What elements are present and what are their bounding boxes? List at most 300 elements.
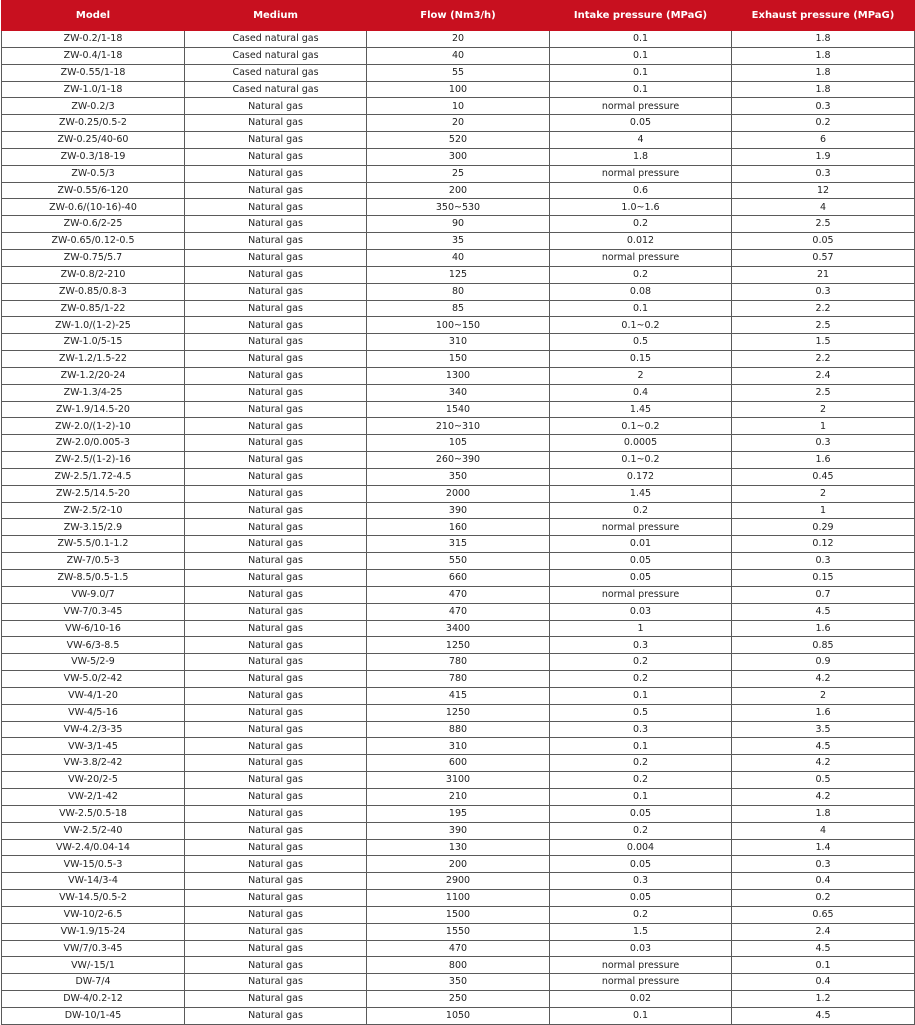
cell-exhaust-pressure: 1.2 (732, 991, 915, 1008)
cell-model: VW-9.0/7 (2, 586, 185, 603)
cell-exhaust-pressure: 21 (732, 266, 915, 283)
cell-flow: 55 (367, 64, 550, 81)
cell-medium: Natural gas (185, 233, 367, 250)
cell-flow: 660 (367, 570, 550, 587)
table-row (2, 64, 915, 81)
cell-intake-pressure: 0.1 (550, 738, 732, 755)
cell-intake-pressure: 0.1 (550, 81, 732, 98)
table-row (2, 788, 915, 805)
cell-flow: 40 (367, 249, 550, 266)
cell-model: VW-20/2-5 (2, 772, 185, 789)
cell-exhaust-pressure: 1.8 (732, 64, 915, 81)
cell-intake-pressure: 0.05 (550, 570, 732, 587)
cell-model: ZW-0.25/0.5-2 (2, 115, 185, 132)
cell-medium: Natural gas (185, 755, 367, 772)
cell-intake-pressure: 0.5 (550, 704, 732, 721)
cell-flow: 340 (367, 384, 550, 401)
cell-exhaust-pressure: 2.2 (732, 351, 915, 368)
table-row (2, 553, 915, 570)
cell-intake-pressure: 0.02 (550, 991, 732, 1008)
cell-intake-pressure: normal pressure (550, 519, 732, 536)
cell-medium: Natural gas (185, 772, 367, 789)
cell-medium: Natural gas (185, 873, 367, 890)
cell-intake-pressure: normal pressure (550, 249, 732, 266)
cell-intake-pressure: 0.004 (550, 839, 732, 856)
cell-model: ZW-2.5/14.5-20 (2, 485, 185, 502)
table-row (2, 755, 915, 772)
cell-flow: 10 (367, 98, 550, 115)
cell-medium: Natural gas (185, 266, 367, 283)
cell-intake-pressure: 0.01 (550, 536, 732, 553)
cell-flow: 390 (367, 822, 550, 839)
cell-intake-pressure: 1.45 (550, 485, 732, 502)
cell-model: ZW-1.2/20-24 (2, 367, 185, 384)
cell-model: VW-5.0/2-42 (2, 671, 185, 688)
cell-flow: 20 (367, 115, 550, 132)
cell-flow: 350 (367, 974, 550, 991)
cell-exhaust-pressure: 0.1 (732, 957, 915, 974)
table-row (2, 182, 915, 199)
cell-intake-pressure: 0.15 (550, 351, 732, 368)
cell-medium: Natural gas (185, 452, 367, 469)
cell-model: VW-3/1-45 (2, 738, 185, 755)
cell-medium: Natural gas (185, 536, 367, 553)
cell-flow: 780 (367, 654, 550, 671)
cell-medium: Natural gas (185, 906, 367, 923)
cell-intake-pressure: 0.2 (550, 266, 732, 283)
cell-model: DW-4/0.2-12 (2, 991, 185, 1008)
table-row (2, 687, 915, 704)
cell-exhaust-pressure: 6 (732, 132, 915, 149)
table-row (2, 300, 915, 317)
table-row (2, 165, 915, 182)
table-row (2, 873, 915, 890)
table-header (2, 1, 915, 31)
cell-medium: Natural gas (185, 654, 367, 671)
cell-flow: 1250 (367, 704, 550, 721)
cell-exhaust-pressure: 4.2 (732, 788, 915, 805)
cell-flow: 1540 (367, 401, 550, 418)
table-row (2, 654, 915, 671)
cell-medium: Cased natural gas (185, 64, 367, 81)
cell-exhaust-pressure: 4.5 (732, 738, 915, 755)
cell-model: VW-4/5-16 (2, 704, 185, 721)
cell-exhaust-pressure: 0.3 (732, 435, 915, 452)
table-row (2, 586, 915, 603)
cell-medium: Natural gas (185, 805, 367, 822)
cell-model: VW-4.2/3-35 (2, 721, 185, 738)
cell-medium: Natural gas (185, 957, 367, 974)
cell-exhaust-pressure: 4.5 (732, 603, 915, 620)
cell-exhaust-pressure: 1.6 (732, 620, 915, 637)
table-row (2, 738, 915, 755)
cell-intake-pressure: 0.2 (550, 755, 732, 772)
cell-intake-pressure: 0.1 (550, 687, 732, 704)
cell-flow: 470 (367, 940, 550, 957)
cell-exhaust-pressure: 2.4 (732, 923, 915, 940)
cell-exhaust-pressure: 2.5 (732, 216, 915, 233)
cell-intake-pressure: normal pressure (550, 586, 732, 603)
cell-model: DW-7/4 (2, 974, 185, 991)
cell-flow: 100 (367, 81, 550, 98)
cell-flow: 415 (367, 687, 550, 704)
cell-flow: 520 (367, 132, 550, 149)
cell-medium: Natural gas (185, 249, 367, 266)
table-row (2, 502, 915, 519)
cell-medium: Natural gas (185, 132, 367, 149)
cell-intake-pressure: 0.1 (550, 31, 732, 48)
table-row (2, 991, 915, 1008)
cell-model: VW-2.5/2-40 (2, 822, 185, 839)
table-row (2, 603, 915, 620)
cell-model: ZW-2.5/1.72-4.5 (2, 468, 185, 485)
table-row (2, 570, 915, 587)
cell-intake-pressure: 1.8 (550, 148, 732, 165)
cell-medium: Natural gas (185, 367, 367, 384)
cell-model: VW-4/1-20 (2, 687, 185, 704)
cell-medium: Natural gas (185, 856, 367, 873)
cell-intake-pressure: normal pressure (550, 974, 732, 991)
table-row (2, 199, 915, 216)
cell-model: VW-7/0.3-45 (2, 603, 185, 620)
cell-medium: Natural gas (185, 115, 367, 132)
cell-flow: 20 (367, 31, 550, 48)
cell-flow: 105 (367, 435, 550, 452)
cell-intake-pressure: normal pressure (550, 165, 732, 182)
cell-model: ZW-0.3/18-19 (2, 148, 185, 165)
cell-exhaust-pressure: 2 (732, 401, 915, 418)
cell-model: ZW-0.25/40-60 (2, 132, 185, 149)
table-row (2, 906, 915, 923)
cell-exhaust-pressure: 4.5 (732, 940, 915, 957)
cell-medium: Natural gas (185, 570, 367, 587)
cell-intake-pressure: 0.0005 (550, 435, 732, 452)
cell-exhaust-pressure: 4 (732, 199, 915, 216)
cell-medium: Natural gas (185, 283, 367, 300)
cell-model: ZW-0.55/1-18 (2, 64, 185, 81)
header-flow: Flow (Nm3/h) (367, 1, 550, 31)
cell-model: ZW-1.2/1.5-22 (2, 351, 185, 368)
cell-exhaust-pressure: 2.4 (732, 367, 915, 384)
cell-intake-pressure: 0.03 (550, 940, 732, 957)
cell-flow: 3100 (367, 772, 550, 789)
cell-model: VW-10/2-6.5 (2, 906, 185, 923)
cell-medium: Natural gas (185, 721, 367, 738)
cell-flow: 25 (367, 165, 550, 182)
cell-model: VW-2/1-42 (2, 788, 185, 805)
cell-exhaust-pressure: 4.5 (732, 1007, 915, 1024)
cell-intake-pressure: 0.05 (550, 115, 732, 132)
table-row (2, 115, 915, 132)
cell-exhaust-pressure: 0.3 (732, 553, 915, 570)
table-row (2, 519, 915, 536)
cell-model: VW-5/2-9 (2, 654, 185, 671)
cell-intake-pressure: 0.2 (550, 772, 732, 789)
cell-intake-pressure: 0.05 (550, 553, 732, 570)
table-row (2, 974, 915, 991)
table-row (2, 822, 915, 839)
cell-exhaust-pressure: 0.65 (732, 906, 915, 923)
header-model: Model (2, 1, 185, 31)
table-row (2, 216, 915, 233)
cell-flow: 1100 (367, 890, 550, 907)
cell-flow: 780 (367, 671, 550, 688)
table-row (2, 1007, 915, 1024)
cell-model: VW-6/10-16 (2, 620, 185, 637)
cell-flow: 150 (367, 351, 550, 368)
cell-model: ZW-2.0/0.005-3 (2, 435, 185, 452)
table-row (2, 839, 915, 856)
cell-flow: 600 (367, 755, 550, 772)
header-intake-pressure: Intake pressure (MPaG) (550, 1, 732, 31)
cell-model: ZW-0.65/0.12-0.5 (2, 233, 185, 250)
cell-model: ZW-1.9/14.5-20 (2, 401, 185, 418)
cell-flow: 1550 (367, 923, 550, 940)
table-row (2, 856, 915, 873)
cell-medium: Natural gas (185, 216, 367, 233)
cell-exhaust-pressure: 1 (732, 502, 915, 519)
header-exhaust-pressure: Exhaust pressure (MPaG) (732, 1, 915, 31)
cell-exhaust-pressure: 0.2 (732, 115, 915, 132)
cell-exhaust-pressure: 0.15 (732, 570, 915, 587)
cell-exhaust-pressure: 0.5 (732, 772, 915, 789)
cell-intake-pressure: 0.1 (550, 1007, 732, 1024)
cell-exhaust-pressure: 2.2 (732, 300, 915, 317)
table-row (2, 772, 915, 789)
cell-flow: 310 (367, 334, 550, 351)
cell-model: VW-1.9/15-24 (2, 923, 185, 940)
table-row (2, 233, 915, 250)
cell-flow: 470 (367, 586, 550, 603)
cell-medium: Natural gas (185, 334, 367, 351)
cell-intake-pressure: 0.1 (550, 47, 732, 64)
table-row (2, 266, 915, 283)
cell-exhaust-pressure: 1.8 (732, 81, 915, 98)
cell-intake-pressure: 0.2 (550, 216, 732, 233)
cell-medium: Natural gas (185, 991, 367, 1008)
cell-intake-pressure: 0.05 (550, 805, 732, 822)
table-row (2, 334, 915, 351)
cell-flow: 2900 (367, 873, 550, 890)
cell-intake-pressure: 1.5 (550, 923, 732, 940)
table-row (2, 367, 915, 384)
cell-intake-pressure: 0.2 (550, 671, 732, 688)
cell-intake-pressure: 0.012 (550, 233, 732, 250)
cell-flow: 90 (367, 216, 550, 233)
cell-flow: 210~310 (367, 418, 550, 435)
cell-exhaust-pressure: 0.9 (732, 654, 915, 671)
table-row (2, 81, 915, 98)
cell-intake-pressure: 0.1~0.2 (550, 452, 732, 469)
cell-flow: 130 (367, 839, 550, 856)
table-row (2, 351, 915, 368)
cell-intake-pressure: 0.2 (550, 822, 732, 839)
cell-medium: Natural gas (185, 401, 367, 418)
cell-intake-pressure: 1 (550, 620, 732, 637)
cell-exhaust-pressure: 1.5 (732, 334, 915, 351)
cell-exhaust-pressure: 0.7 (732, 586, 915, 603)
table-row (2, 452, 915, 469)
cell-medium: Natural gas (185, 603, 367, 620)
cell-medium: Natural gas (185, 822, 367, 839)
cell-model: VW/-15/1 (2, 957, 185, 974)
cell-model: ZW-2.5/(1-2)-16 (2, 452, 185, 469)
cell-intake-pressure: 0.1 (550, 300, 732, 317)
cell-medium: Natural gas (185, 148, 367, 165)
cell-intake-pressure: 2 (550, 367, 732, 384)
cell-intake-pressure: 0.4 (550, 384, 732, 401)
cell-exhaust-pressure: 0.4 (732, 873, 915, 890)
cell-flow: 195 (367, 805, 550, 822)
cell-medium: Natural gas (185, 687, 367, 704)
cell-medium: Natural gas (185, 671, 367, 688)
table-row (2, 31, 915, 48)
cell-medium: Natural gas (185, 182, 367, 199)
cell-intake-pressure: 0.08 (550, 283, 732, 300)
cell-flow: 100~150 (367, 317, 550, 334)
cell-model: VW-6/3-8.5 (2, 637, 185, 654)
cell-model: ZW-0.5/3 (2, 165, 185, 182)
table-row (2, 620, 915, 637)
cell-exhaust-pressure: 2 (732, 687, 915, 704)
cell-model: ZW-0.6/2-25 (2, 216, 185, 233)
cell-flow: 390 (367, 502, 550, 519)
cell-model: VW-2.4/0.04-14 (2, 839, 185, 856)
cell-exhaust-pressure: 2.5 (732, 384, 915, 401)
cell-medium: Natural gas (185, 940, 367, 957)
table-row (2, 468, 915, 485)
table-row (2, 485, 915, 502)
table-row (2, 637, 915, 654)
cell-flow: 3400 (367, 620, 550, 637)
cell-flow: 1250 (367, 637, 550, 654)
cell-medium: Natural gas (185, 435, 367, 452)
cell-intake-pressure: 0.1 (550, 788, 732, 805)
table-row (2, 317, 915, 334)
cell-model: ZW-0.2/3 (2, 98, 185, 115)
cell-medium: Natural gas (185, 620, 367, 637)
header-row (2, 1, 915, 31)
cell-flow: 2000 (367, 485, 550, 502)
cell-intake-pressure: 0.1 (550, 64, 732, 81)
cell-flow: 40 (367, 47, 550, 64)
cell-model: ZW-0.8/2-210 (2, 266, 185, 283)
cell-exhaust-pressure: 3.5 (732, 721, 915, 738)
cell-medium: Natural gas (185, 351, 367, 368)
cell-intake-pressure: 0.3 (550, 721, 732, 738)
cell-model: ZW-1.0/1-18 (2, 81, 185, 98)
cell-exhaust-pressure: 1.8 (732, 31, 915, 48)
cell-model: VW-14.5/0.5-2 (2, 890, 185, 907)
cell-exhaust-pressure: 0.05 (732, 233, 915, 250)
cell-medium: Natural gas (185, 317, 367, 334)
table-row (2, 98, 915, 115)
table-row (2, 435, 915, 452)
cell-flow: 350~530 (367, 199, 550, 216)
cell-medium: Natural gas (185, 384, 367, 401)
table-row (2, 401, 915, 418)
cell-model: ZW-2.5/2-10 (2, 502, 185, 519)
cell-model: VW/7/0.3-45 (2, 940, 185, 957)
cell-medium: Natural gas (185, 485, 367, 502)
cell-exhaust-pressure: 1.8 (732, 47, 915, 64)
cell-medium: Natural gas (185, 890, 367, 907)
cell-model: VW-3.8/2-42 (2, 755, 185, 772)
cell-flow: 1500 (367, 906, 550, 923)
table-row (2, 536, 915, 553)
cell-medium: Natural gas (185, 502, 367, 519)
cell-medium: Natural gas (185, 839, 367, 856)
cell-intake-pressure: 4 (550, 132, 732, 149)
cell-flow: 210 (367, 788, 550, 805)
cell-flow: 125 (367, 266, 550, 283)
cell-model: VW-2.5/0.5-18 (2, 805, 185, 822)
cell-medium: Natural gas (185, 98, 367, 115)
cell-flow: 1300 (367, 367, 550, 384)
cell-model: ZW-0.2/1-18 (2, 31, 185, 48)
cell-model: ZW-0.6/(10-16)-40 (2, 199, 185, 216)
table-row (2, 957, 915, 974)
cell-medium: Natural gas (185, 637, 367, 654)
cell-exhaust-pressure: 4 (732, 822, 915, 839)
cell-medium: Natural gas (185, 418, 367, 435)
cell-intake-pressure: 1.0~1.6 (550, 199, 732, 216)
table-row (2, 418, 915, 435)
table-row (2, 47, 915, 64)
cell-medium: Cased natural gas (185, 31, 367, 48)
cell-medium: Natural gas (185, 553, 367, 570)
cell-exhaust-pressure: 2 (732, 485, 915, 502)
cell-exhaust-pressure: 1.6 (732, 452, 915, 469)
cell-flow: 350 (367, 468, 550, 485)
table-row (2, 704, 915, 721)
cell-intake-pressure: 0.1~0.2 (550, 317, 732, 334)
header-medium: Medium (185, 1, 367, 31)
cell-flow: 880 (367, 721, 550, 738)
cell-model: ZW-1.0/(1-2)-25 (2, 317, 185, 334)
cell-exhaust-pressure: 0.85 (732, 637, 915, 654)
cell-intake-pressure: normal pressure (550, 957, 732, 974)
cell-exhaust-pressure: 0.45 (732, 468, 915, 485)
compressor-spec-table (1, 0, 915, 1025)
cell-medium: Natural gas (185, 199, 367, 216)
cell-medium: Natural gas (185, 974, 367, 991)
table-row (2, 671, 915, 688)
cell-exhaust-pressure: 0.3 (732, 856, 915, 873)
cell-intake-pressure: 0.05 (550, 890, 732, 907)
cell-intake-pressure: 0.6 (550, 182, 732, 199)
table-row (2, 249, 915, 266)
cell-flow: 550 (367, 553, 550, 570)
cell-model: ZW-1.3/4-25 (2, 384, 185, 401)
cell-model: ZW-3.15/2.9 (2, 519, 185, 536)
cell-exhaust-pressure: 4.2 (732, 671, 915, 688)
cell-flow: 310 (367, 738, 550, 755)
cell-flow: 250 (367, 991, 550, 1008)
cell-medium: Natural gas (185, 704, 367, 721)
cell-exhaust-pressure: 12 (732, 182, 915, 199)
cell-intake-pressure: 0.3 (550, 873, 732, 890)
cell-intake-pressure: 1.45 (550, 401, 732, 418)
cell-intake-pressure: 0.2 (550, 502, 732, 519)
cell-exhaust-pressure: 0.29 (732, 519, 915, 536)
cell-exhaust-pressure: 0.3 (732, 165, 915, 182)
cell-exhaust-pressure: 1.4 (732, 839, 915, 856)
cell-medium: Cased natural gas (185, 81, 367, 98)
cell-exhaust-pressure: 0.4 (732, 974, 915, 991)
table-row (2, 132, 915, 149)
table-row (2, 384, 915, 401)
